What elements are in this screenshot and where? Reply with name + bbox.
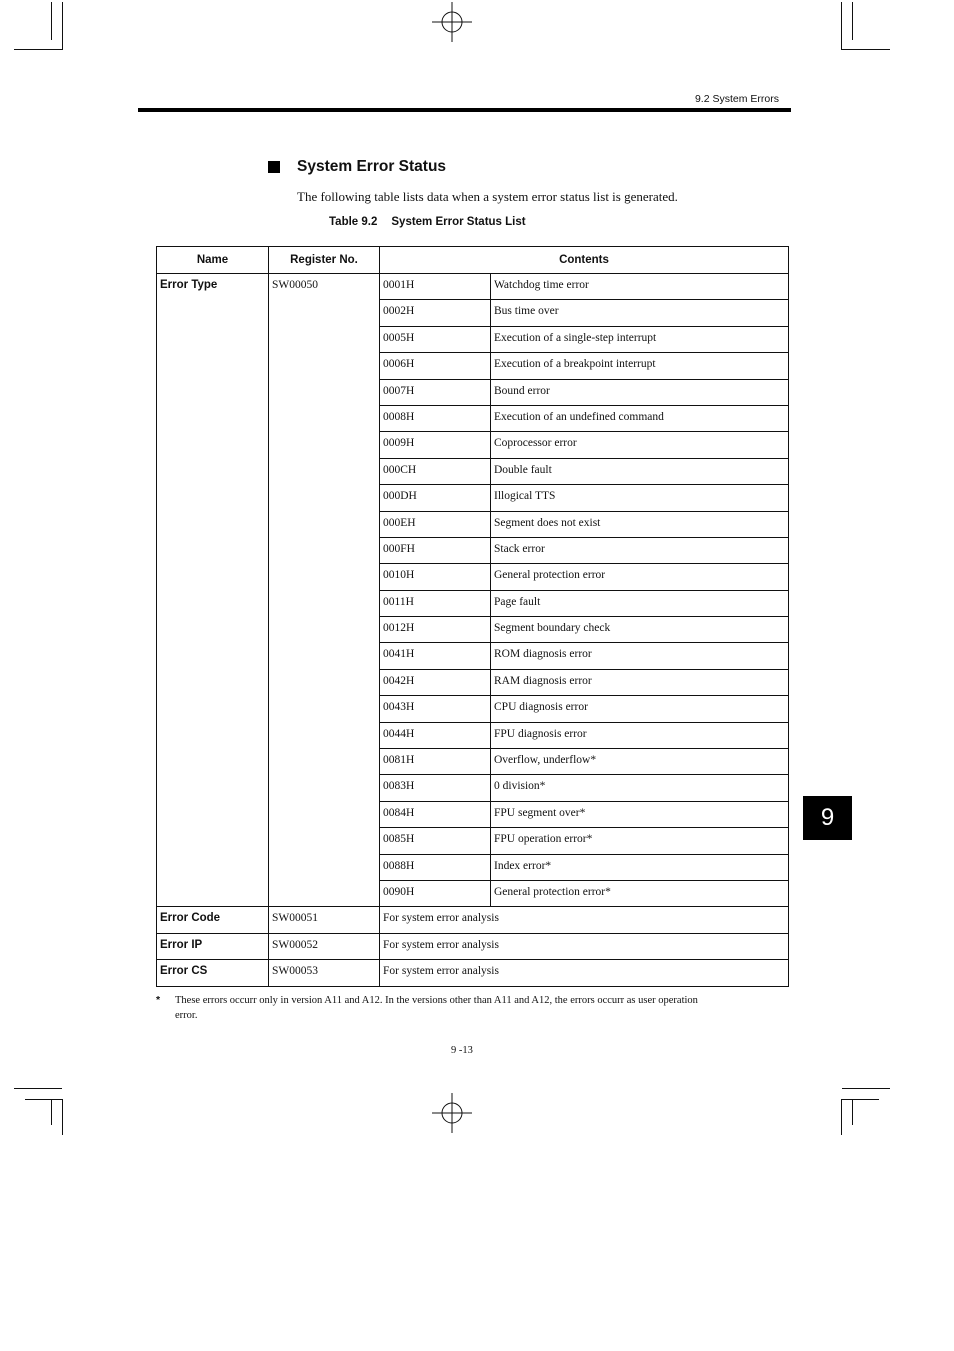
row-register-cell <box>269 960 380 986</box>
row-register-cell <box>269 907 380 933</box>
error-description: Bus time over <box>494 305 559 318</box>
header-rule <box>138 108 791 112</box>
error-description-cell <box>491 379 789 405</box>
registration-mark-bottom <box>432 1093 472 1133</box>
error-description: 0 division* <box>494 780 546 793</box>
error-description-cell <box>491 485 789 511</box>
error-code-cell <box>380 854 491 880</box>
error-code-cell <box>380 775 491 801</box>
error-description: Segment boundary check <box>494 622 611 635</box>
section-title: System Error Status <box>297 158 447 175</box>
error-description-cell <box>491 801 789 827</box>
error-code: 0041H <box>383 648 415 661</box>
error-code: 0007H <box>383 384 415 397</box>
error-code-cell <box>380 722 491 748</box>
header-register: Register No. <box>269 247 380 274</box>
error-code: 0002H <box>383 305 415 318</box>
chapter-tab: 9 <box>803 796 852 840</box>
row-register: SW00052 <box>272 938 318 951</box>
error-description: General protection error <box>494 569 606 582</box>
error-code-cell <box>380 485 491 511</box>
error-description-cell <box>491 643 789 669</box>
row-name-cell <box>157 960 269 986</box>
row-contents-cell <box>380 907 789 933</box>
error-description-cell <box>491 696 789 722</box>
error-code-cell <box>380 643 491 669</box>
row-name: Error CS <box>160 965 208 978</box>
table-row <box>157 274 789 300</box>
error-description: FPU segment over* <box>494 806 586 819</box>
error-description: Execution of an undefined command <box>494 410 664 423</box>
row-register: SW00053 <box>272 965 318 978</box>
error-code-cell <box>380 749 491 775</box>
error-code-cell <box>380 511 491 537</box>
error-description: General protection error* <box>494 885 611 898</box>
error-code: 000FH <box>383 542 415 555</box>
error-description: Page fault <box>494 595 541 608</box>
table-row <box>157 933 789 959</box>
error-code-cell <box>380 379 491 405</box>
system-error-status-table <box>156 246 789 987</box>
row-contents-cell <box>380 960 789 986</box>
page-number: 9 -13 <box>451 1045 473 1056</box>
error-code: 0088H <box>383 859 415 872</box>
footnote-text: These errors occurr only in version A11 and A12. In the versions other than A11 and A12, the errors occurr as user operation error. <box>175 995 698 1021</box>
row-name-cell <box>157 933 269 959</box>
error-description-cell <box>491 537 789 563</box>
error-code: 0005H <box>383 331 415 344</box>
error-description: Execution of a single-step interrupt <box>494 331 657 344</box>
error-code: 0085H <box>383 833 415 846</box>
row-register-cell <box>269 933 380 959</box>
row-contents: For system error analysis <box>383 938 499 951</box>
error-description: FPU diagnosis error <box>494 727 587 740</box>
error-code: 0009H <box>383 437 415 450</box>
error-description: FPU operation error* <box>494 833 593 846</box>
header-name: Name <box>157 247 269 274</box>
row-name: Error Code <box>160 912 221 925</box>
error-description: Segment does not exist <box>494 516 601 529</box>
error-code: 000EH <box>383 516 416 529</box>
error-description: Index error* <box>494 859 552 872</box>
error-description-cell <box>491 617 789 643</box>
running-header: 9.2 System Errors <box>694 93 779 105</box>
error-description: Stack error <box>494 542 545 555</box>
error-code: 0084H <box>383 806 415 819</box>
error-description-cell <box>491 669 789 695</box>
error-code: 0001H <box>383 279 415 291</box>
error-code-cell <box>380 300 491 326</box>
error-description-cell <box>491 854 789 880</box>
error-description-cell <box>491 353 789 379</box>
error-code-cell <box>380 274 491 300</box>
row-contents-cell <box>380 933 789 959</box>
table-caption-title: System Error Status List <box>391 216 526 228</box>
row-name: Error IP <box>160 938 203 951</box>
row-name-cell <box>157 907 269 933</box>
error-description: Illogical TTS <box>494 490 556 503</box>
error-code-cell <box>380 617 491 643</box>
section-heading <box>268 158 446 176</box>
footnote-mark: * <box>156 994 161 1006</box>
table-header-row <box>157 247 789 274</box>
error-code: 0043H <box>383 701 415 714</box>
error-description: Overflow, underflow* <box>494 754 597 767</box>
error-description-cell <box>491 326 789 352</box>
error-code-cell <box>380 326 491 352</box>
error-code: 000DH <box>383 490 417 503</box>
error-code-cell <box>380 696 491 722</box>
error-description-cell <box>491 432 789 458</box>
error-code-cell <box>380 458 491 484</box>
error-description-cell <box>491 749 789 775</box>
error-type-register-cell <box>269 274 380 907</box>
row-name: Error Type <box>160 279 218 291</box>
error-description-cell <box>491 511 789 537</box>
error-description: CPU diagnosis error <box>494 701 588 714</box>
error-code: 0008H <box>383 410 415 423</box>
error-code: 0044H <box>383 727 415 740</box>
error-code-cell <box>380 432 491 458</box>
error-type-name-cell <box>157 274 269 907</box>
error-description: Execution of a breakpoint interrupt <box>494 358 656 371</box>
table-caption <box>329 216 526 228</box>
error-code-cell <box>380 405 491 431</box>
error-description: Watchdog time error <box>494 279 589 291</box>
error-code: 000CH <box>383 463 417 476</box>
error-description-cell <box>491 274 789 300</box>
error-code: 0006H <box>383 358 415 371</box>
error-code: 0010H <box>383 569 415 582</box>
table-row <box>157 907 789 933</box>
error-code-cell <box>380 669 491 695</box>
error-description: RAM diagnosis error <box>494 674 592 687</box>
error-code: 0042H <box>383 674 415 687</box>
error-description-cell <box>491 775 789 801</box>
footnote <box>156 993 716 1023</box>
error-code: 0083H <box>383 780 415 793</box>
error-code: 0012H <box>383 622 415 635</box>
error-code-cell <box>380 801 491 827</box>
table-row <box>157 960 789 986</box>
row-register: SW00051 <box>272 912 318 925</box>
error-description: ROM diagnosis error <box>494 648 592 661</box>
error-code-cell <box>380 353 491 379</box>
intro-paragraph: The following table lists data when a system error status list is generated. <box>297 189 678 204</box>
error-code-cell <box>380 828 491 854</box>
row-register: SW00050 <box>272 279 318 291</box>
error-code-cell <box>380 564 491 590</box>
error-description-cell <box>491 564 789 590</box>
error-description-cell <box>491 722 789 748</box>
registration-mark-top <box>432 2 472 42</box>
header-contents: Contents <box>380 247 789 274</box>
table-caption-number: Table 9.2 <box>329 216 378 228</box>
error-description-cell <box>491 828 789 854</box>
square-bullet-icon <box>268 161 280 173</box>
error-description: Double fault <box>494 463 552 476</box>
error-description-cell <box>491 458 789 484</box>
error-description: Bound error <box>494 384 550 397</box>
error-code-cell <box>380 880 491 906</box>
error-code: 0011H <box>383 595 414 608</box>
error-code: 0081H <box>383 754 415 767</box>
error-description-cell <box>491 590 789 616</box>
error-description-cell <box>491 300 789 326</box>
row-contents: For system error analysis <box>383 912 499 925</box>
error-code-cell <box>380 590 491 616</box>
row-contents: For system error analysis <box>383 965 499 978</box>
error-code: 0090H <box>383 885 415 898</box>
error-code-cell <box>380 537 491 563</box>
error-description: Coprocessor error <box>494 437 577 450</box>
error-description-cell <box>491 405 789 431</box>
error-description-cell <box>491 880 789 906</box>
